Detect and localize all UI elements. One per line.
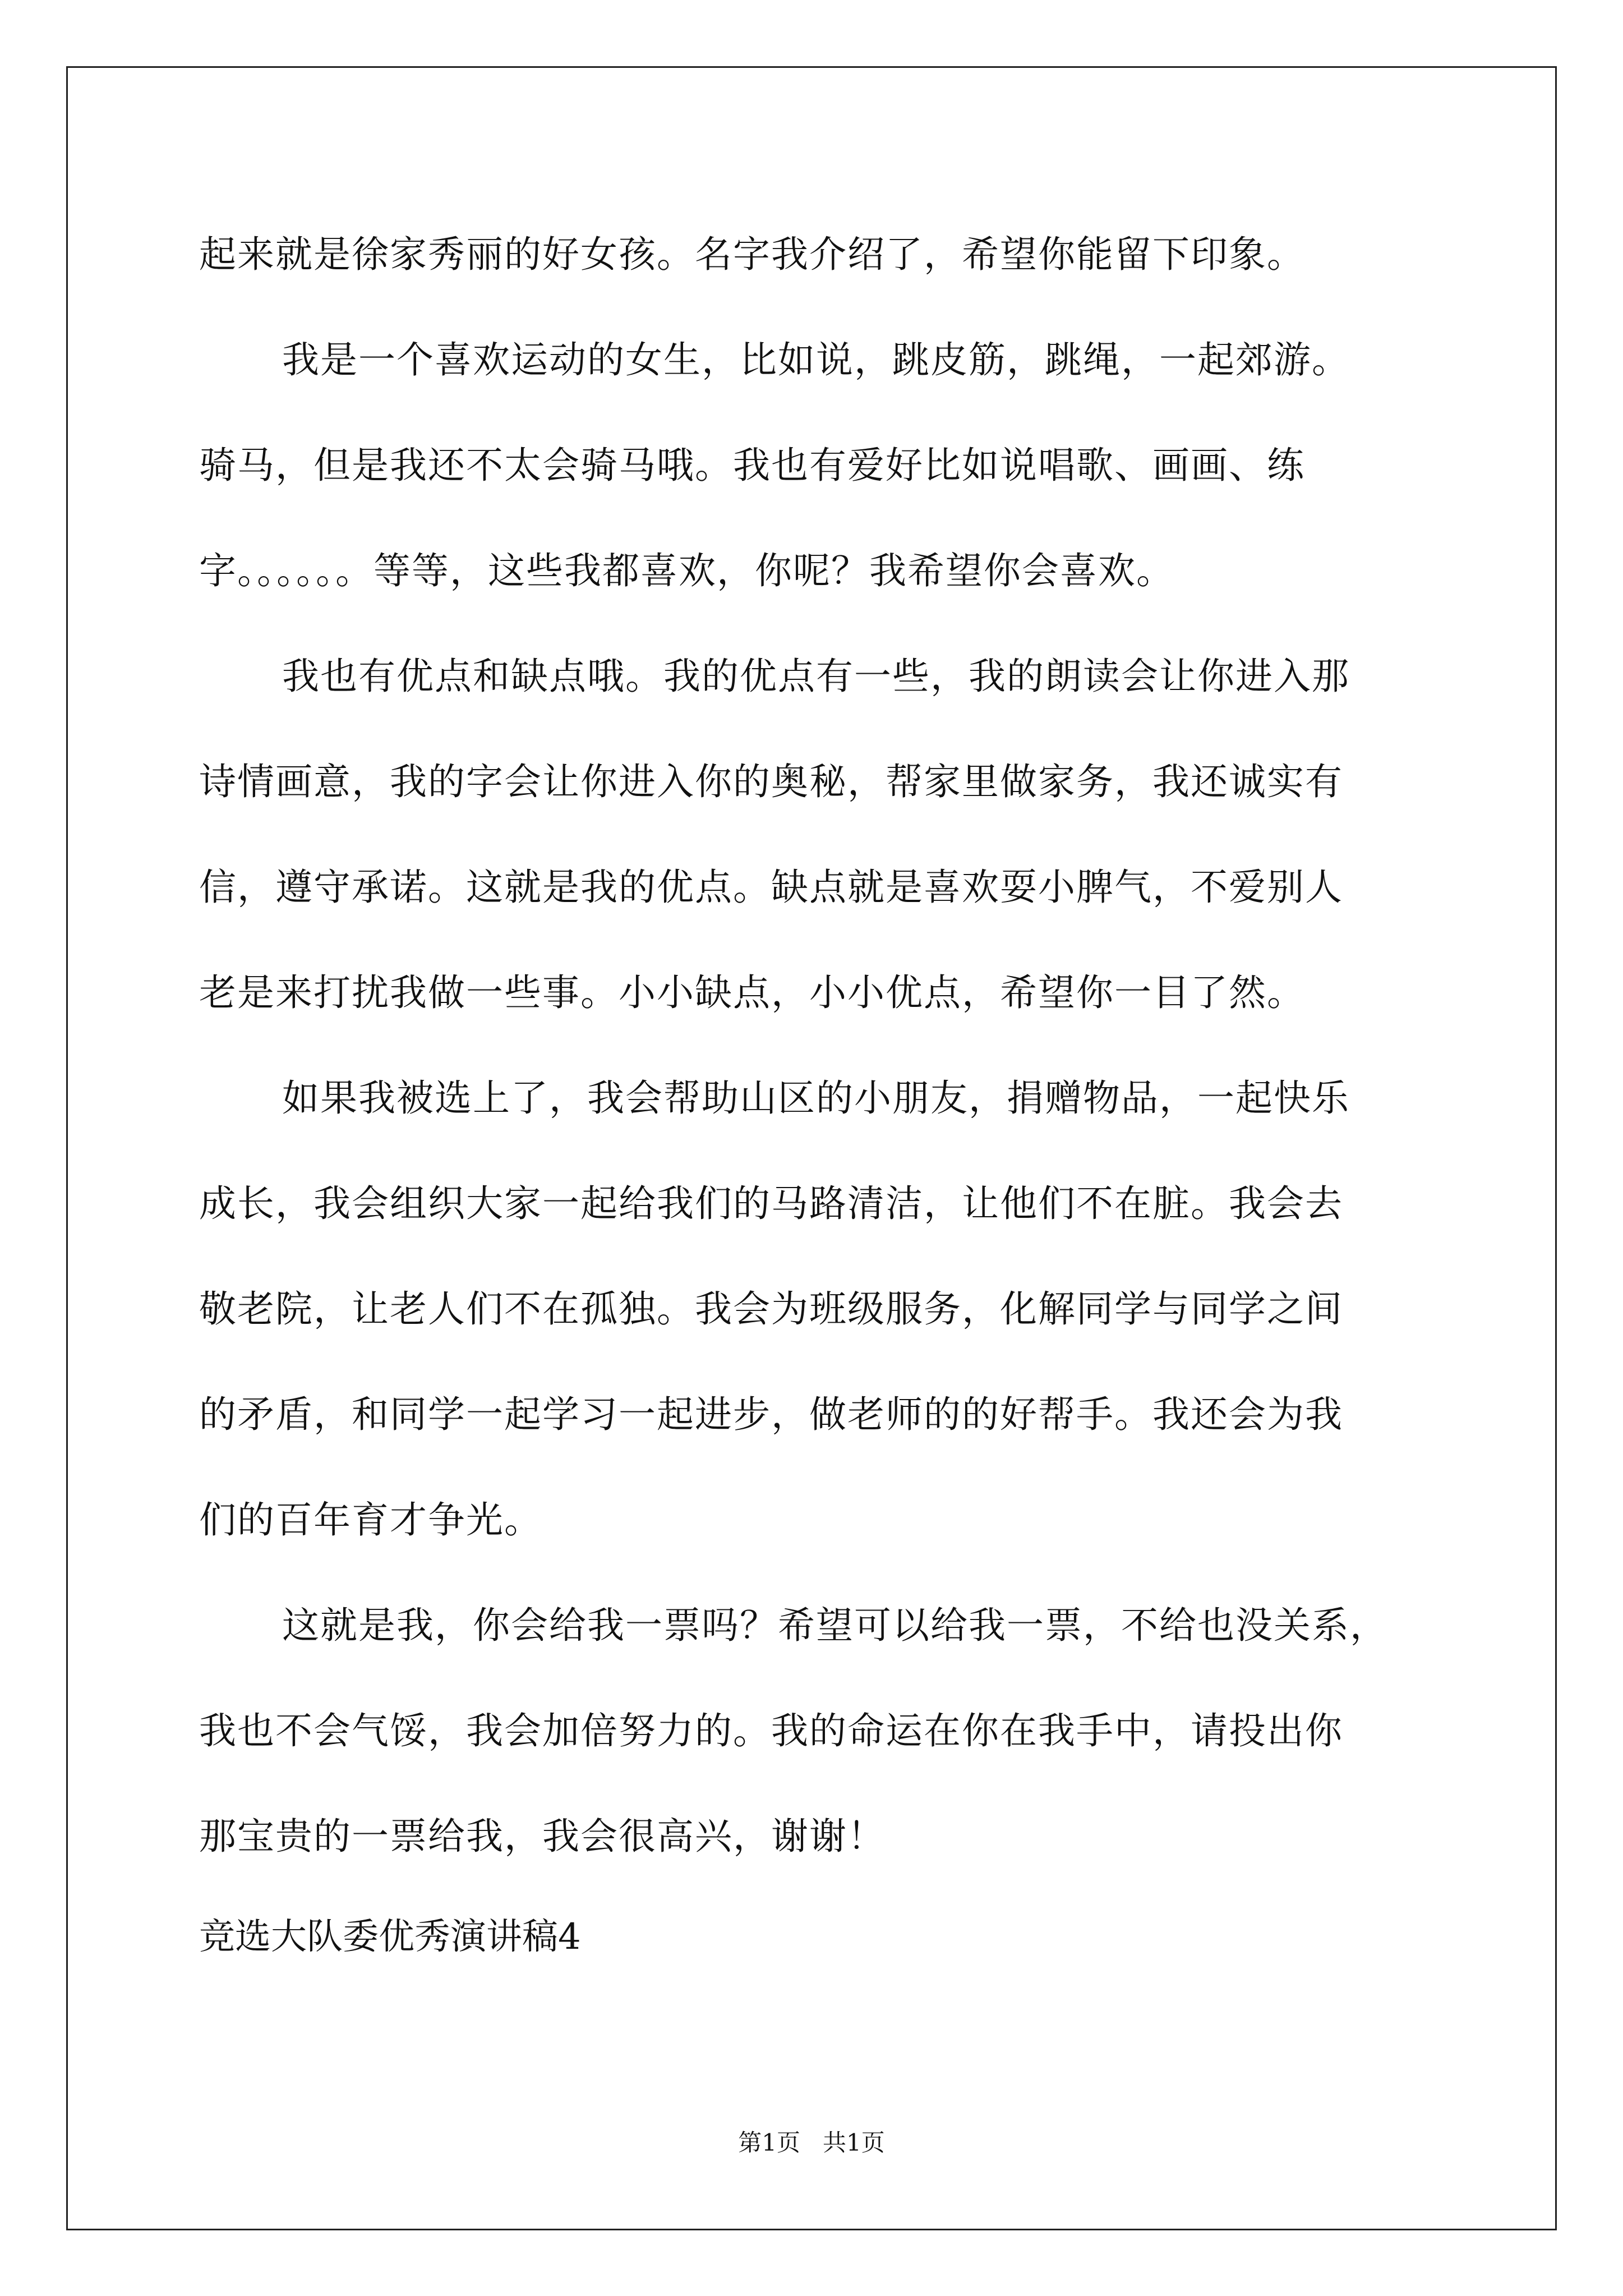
- text-line: 如果我被选上了，我会帮助山区的小朋友，捐赠物品，一起快乐: [282, 1076, 1350, 1120]
- page-footer: 第1页 共1页: [738, 2129, 885, 2156]
- text-line: 我也有优点和缺点哦。我的优点有一些，我的朗读会让你进入那: [282, 655, 1350, 698]
- text-line: 骑马，但是我还不太会骑马哦。我也有爱好比如说唱歌、画画、练: [199, 444, 1305, 487]
- text-line: 成长，我会组织大家一起给我们的马路清洁，让他们不在脏。我会去: [199, 1182, 1343, 1225]
- text-line: 老是来打扰我做一些事。小小缺点，小小优点，希望你一目了然。: [199, 971, 1305, 1014]
- text-line: 诗情画意，我的字会让你进入你的奥秘，帮家里做家务，我还诚实有: [199, 760, 1343, 803]
- text-line: 这就是我，你会给我一票吗？希望可以给我一票，不给也没关系，: [282, 1604, 1388, 1647]
- text-line: 我也不会气馁，我会加倍努力的。我的命运在你在我手中，请投出你: [199, 1709, 1343, 1752]
- document-body: [199, 202, 1433, 1985]
- text-line: 我是一个喜欢运动的女生，比如说，跳皮筋，跳绳，一起郊游。: [282, 338, 1350, 381]
- text-line: 起来就是徐家秀丽的好女孩。名字我介绍了，希望你能留下印象。: [199, 233, 1305, 276]
- text-line: 们的百年育才争光。: [199, 1498, 542, 1542]
- text-line: 敬老院，让老人们不在孤独。我会为班级服务，化解同学与同学之间: [199, 1287, 1343, 1331]
- text-line: 字。。。。。。等等，这些我都喜欢，你呢？我希望你会喜欢。: [199, 549, 1174, 592]
- section-heading: 竞选大队委优秀演讲稿4: [199, 1916, 581, 1958]
- text-line: 的矛盾，和同学一起学习一起进步，做老师的的好帮手。我还会为我: [199, 1393, 1343, 1436]
- text-line: 那宝贵的一票给我，我会很高兴，谢谢！: [199, 1815, 886, 1858]
- text-line: 信，遵守承诺。这就是我的优点。缺点就是喜欢耍小脾气，不爱别人: [199, 866, 1343, 909]
